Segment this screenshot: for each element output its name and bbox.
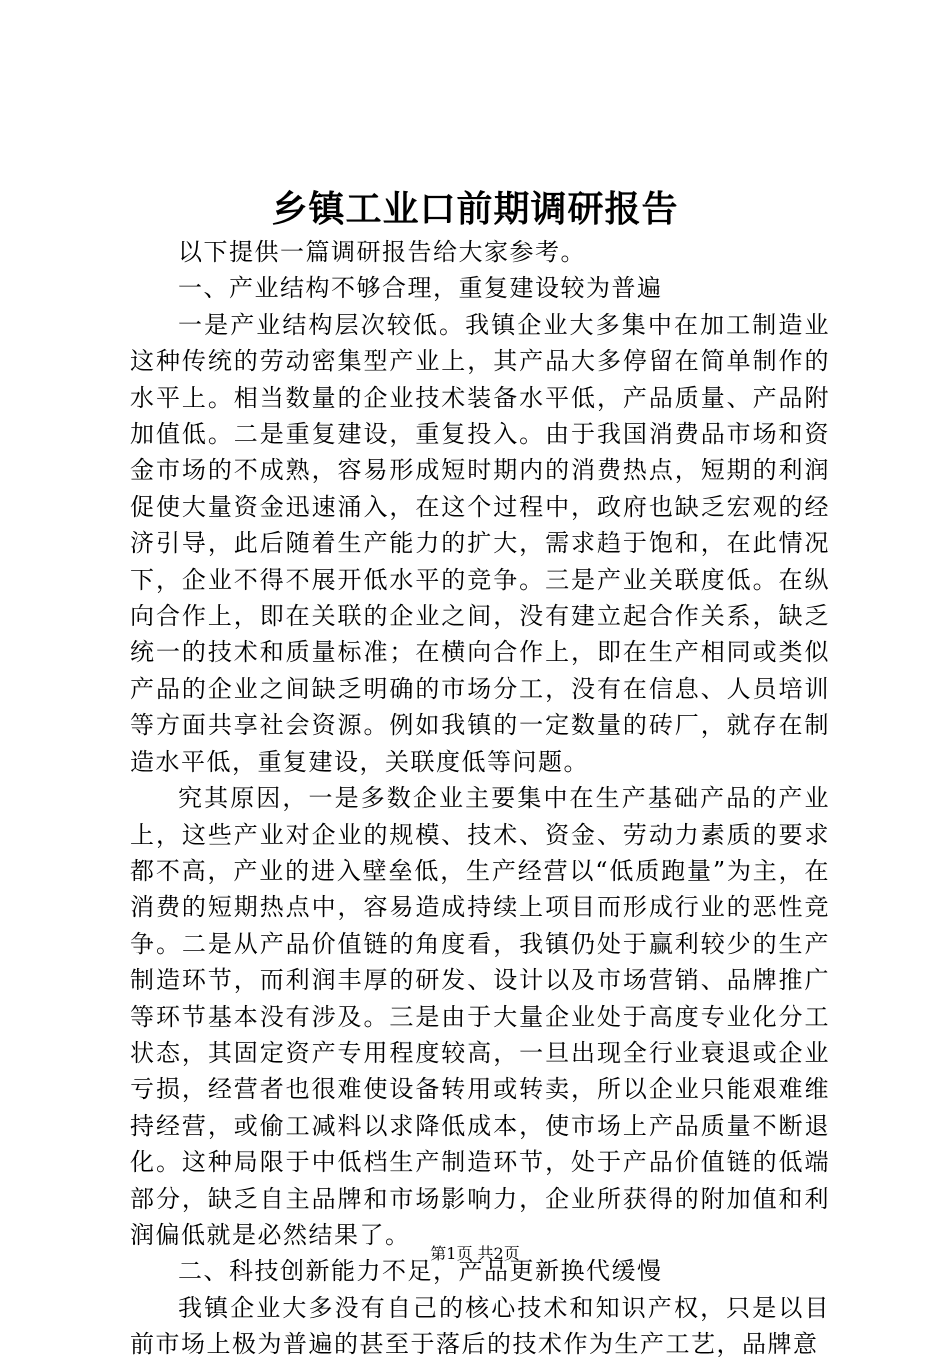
body-paragraph: 我镇企业大多没有自己的核心技术和知识产权，只是以目前市场上极为普遍的甚至于落后的技术作为生产工艺，品牌意 [130,1293,830,1359]
section-heading-2: 二、科技创新能力不足，产品更新换代缓慢 [178,1257,663,1286]
body-paragraph: 一是产业结构层次较低。我镇企业大多集中在加工制造业这种传统的劳动密集型产业上，其产品大多停留在简单制作的水平上。相当数量的企业技术装备水平低，产品质量、产品附加值低。二是重复建设，重复投入。由于我国消费品市场和资金市场的不成熟，容易形成短时期内的消费热点，短期的利润促使大量资金迅速涌入，在这个过程中，政府也缺乏宏观的经济引导，此后随着生产能力的扩大，需求趋于饱和，在此情况下，企业不得不展开低水平的竞争。三是产业关联度低。在纵向合作上，即在关联的企业之间，没有建立起合作关系，缺乏统一的技术和质量标准；在横向合作上，即在生产相同或类似产品的企业之间缺乏明确的市场分工，没有在信息、人员培训等方面共享社会资源。例如我镇的一定数量的砖厂，就存在制造水平低，重复建设，关联度低等问题。 [130,310,830,776]
page-footer: 第1页 共2页 [430,1244,520,1263]
body-paragraph: 究其原因，一是多数企业主要集中在生产基础产品的产业上，这些产业对企业的规模、技术、资金、劳动力素质的要求都不高，产业的进入壁垒低，生产经营以“低质跑量”为主，在消费的短期热点中，容易造成持续上项目而形成行业的恶性竞争。二是从产品价值链的角度看，我镇仍处于赢利较少的生产制造环节，而利润丰厚的研发、设计以及市场营销、品牌推广等环节基本没有涉及。三是由于大量企业处于高度专业化分工状态，其固定资产专用程度较高，一旦出现全行业衰退或企业亏损，经营者也很难使设备转用或转卖，所以企业只能艰难维持经营，或偷工减料以求降低成本，使市场上产品质量不断退化。这种局限于中低档生产制造环节，处于产品价值链的低端部分，缺乏自主品牌和市场影响力，企业所获得的附加值和利润偏低就是必然结果了。 [130,784,830,1249]
section-heading-1: 一、产业结构不够合理，重复建设较为普遍 [178,274,663,303]
intro-paragraph: 以下提供一篇调研报告给大家参考。 [178,238,586,266]
document-title: 乡镇工业口前期调研报告 [271,188,679,230]
document-body [130,234,830,1363]
